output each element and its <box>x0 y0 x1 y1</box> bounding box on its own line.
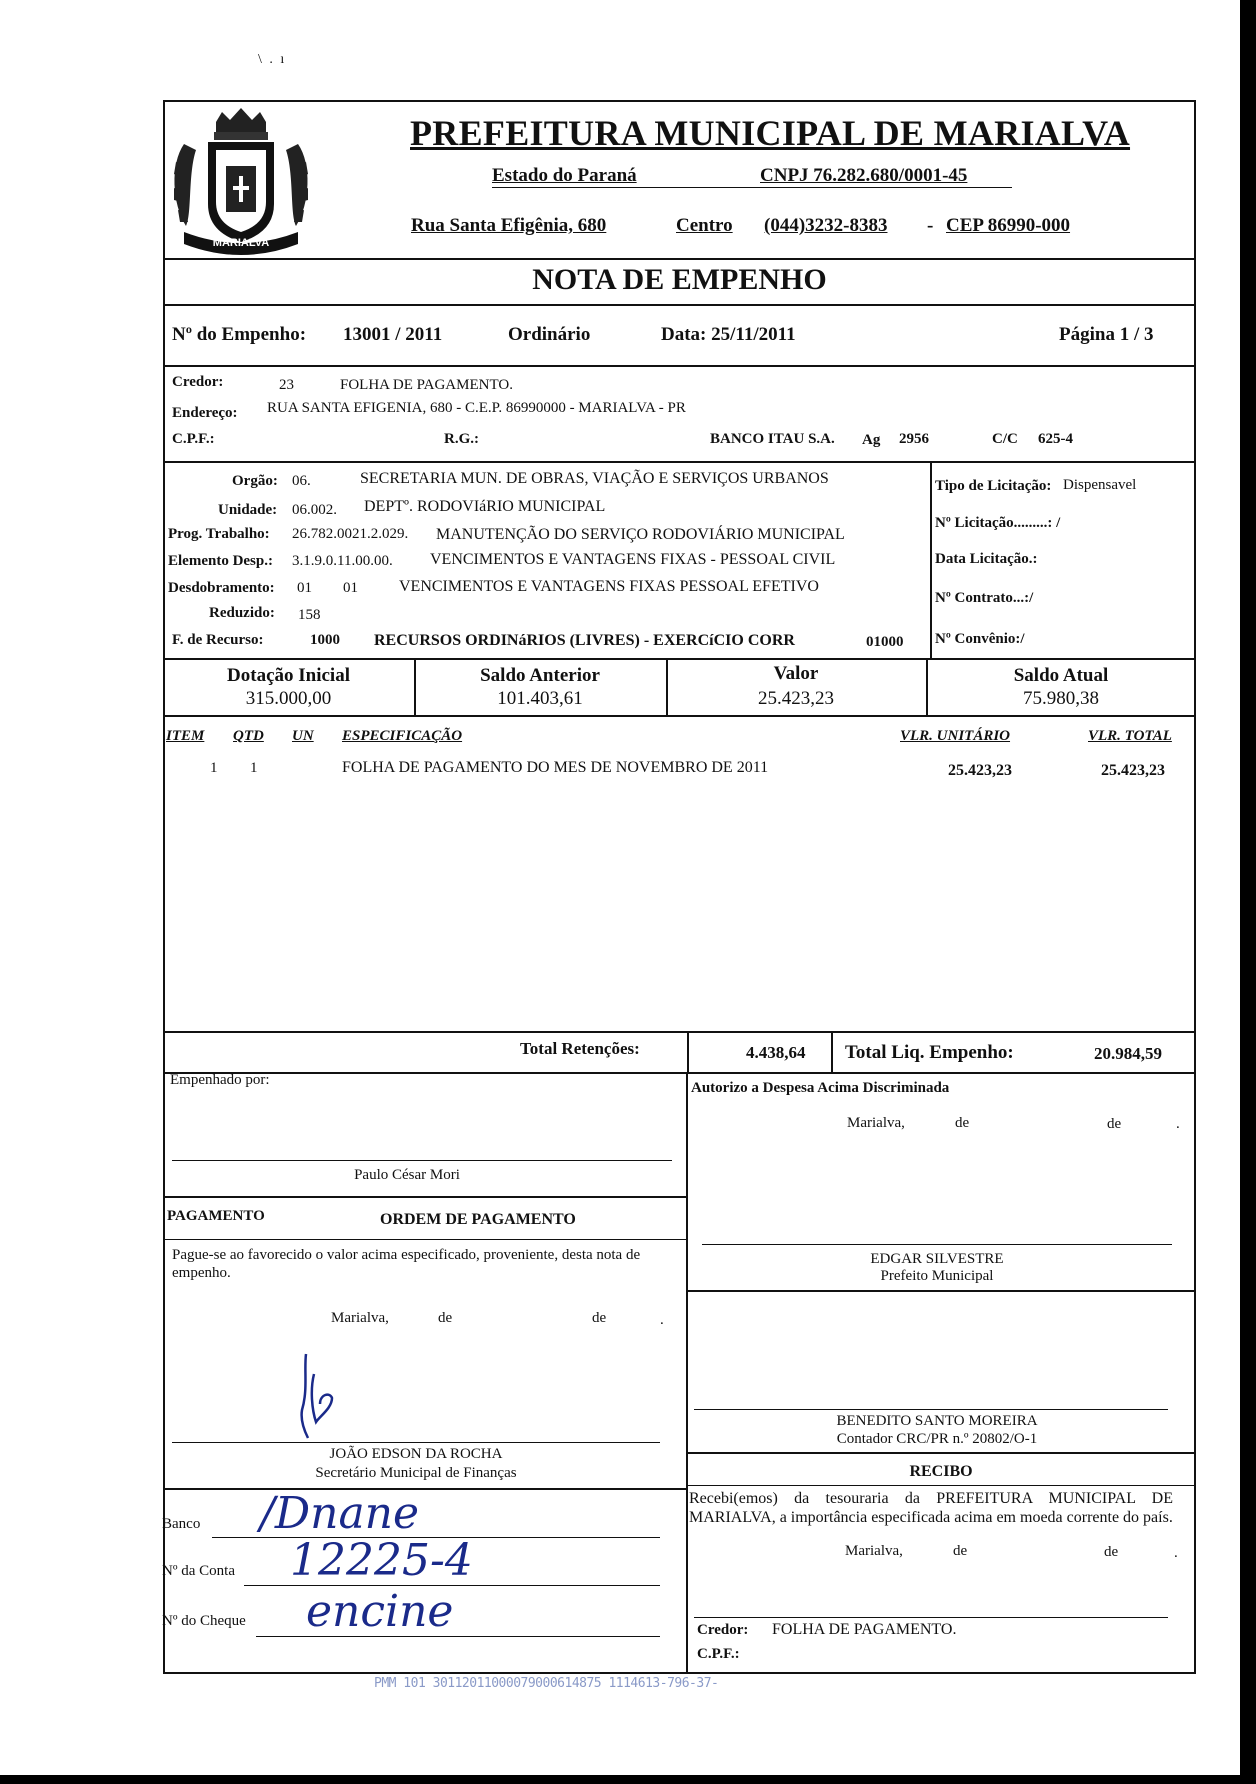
empenhado-label: Empenhado por: <box>170 1072 270 1088</box>
licitacao-date: Data Licitação.: <box>935 551 1038 567</box>
divider <box>163 461 1196 463</box>
autorizo-de-1: de <box>955 1115 970 1131</box>
licitacao-number: Nº Licitação.........: / <box>935 515 1061 531</box>
recurso-code-2: 01000 <box>866 634 904 650</box>
footer-barcode-text: PMM 101 30112011000079000614875 1114613-796-37- <box>374 1676 719 1691</box>
valor-value: 25.423,23 <box>758 688 834 709</box>
empenhado-name: Paulo César Mori <box>354 1167 460 1183</box>
autorizo-text: Autorizo a Despesa Acima Discriminada <box>691 1080 950 1096</box>
prog-name: MANUTENÇÃO DO SERVIÇO RODOVIÁRIO MUNICIPAL <box>436 526 845 543</box>
pagamento-period: . <box>660 1312 664 1328</box>
row-unit-price: 25.423,23 <box>948 762 1012 779</box>
orgao-name: SECRETARIA MUN. DE OBRAS, VIAÇÃO E SERVIÇOS URBANOS <box>360 470 829 487</box>
pagamento-text: Pague-se ao favorecido o valor acima especificado, proveniente, desta nota de empenho. <box>172 1247 641 1281</box>
empenho-date: Data: 25/11/2011 <box>661 324 796 345</box>
conta-handwritten: 12225-4 <box>290 1535 473 1586</box>
orgao-code: 06. <box>292 473 311 489</box>
prog-code: 26.782.0021.2.029. <box>292 526 409 542</box>
municipality-title: PREFEITURA MUNICIPAL DE MARIALVA <box>410 113 1131 153</box>
empenho-number-label: Nº do Empenho: <box>172 324 307 345</box>
top-scan-marks: \ . ı <box>258 52 287 67</box>
reduzido-label: Reduzido: <box>209 605 275 621</box>
recibo-de-2: de <box>1104 1544 1119 1560</box>
phone: (044)3232-8383 <box>764 215 888 236</box>
recibo-city: Marialva, <box>845 1543 903 1559</box>
agency-number: 2956 <box>899 431 929 447</box>
banco-handwritten: /Dnane <box>260 1488 420 1539</box>
conta-label[interactable]: Nº da Conta <box>162 1563 235 1579</box>
col-header-qtd: QTD <box>233 728 264 744</box>
pagamento-de-1: de <box>438 1310 453 1326</box>
autorizo-de-2: de <box>1107 1116 1122 1132</box>
contrato-number: Nº Contrato...:/ <box>935 590 1034 606</box>
retencoes-value: 4.438,64 <box>746 1043 806 1062</box>
prefeito-name: EDGAR SILVESTRE <box>870 1251 1004 1267</box>
recibo-credor: FOLHA DE PAGAMENTO. <box>772 1621 957 1638</box>
ordem-pagamento-label: ORDEM DE PAGAMENTO <box>380 1211 576 1228</box>
desdobramento-code-a: 01 <box>297 580 312 596</box>
convenio-number: Nº Convênio:/ <box>935 631 1025 647</box>
divider <box>163 1031 1196 1033</box>
seal-banner-text: MARIALVA <box>212 237 270 249</box>
recibo-label: RECIBO <box>909 1463 973 1480</box>
credor-code: 23 <box>279 377 294 393</box>
divider <box>163 658 1196 660</box>
doc-title: NOTA DE EMPENHO <box>532 263 827 296</box>
pagamento-de-2: de <box>592 1310 607 1326</box>
saldo-anterior-value: 101.403,61 <box>497 688 583 709</box>
desdobramento-code-b: 01 <box>343 580 358 596</box>
pagamento-city: Marialva, <box>331 1310 389 1326</box>
unidade-name: DEPTº. RODOVIáRIO MUNICIPAL <box>364 498 606 515</box>
cep: CEP 86990-000 <box>946 215 1071 236</box>
account-label: C/C <box>992 431 1018 447</box>
elemento-label: Elemento Desp.: <box>168 553 273 569</box>
divider <box>687 1031 689 1072</box>
prog-label: Prog. Trabalho: <box>168 526 270 542</box>
elemento-name: VENCIMENTOS E VANTAGENS FIXAS - PESSOAL CIVIL <box>430 551 836 568</box>
signature-line <box>702 1244 1172 1245</box>
street-address: Rua Santa Efigênia, 680 <box>411 215 607 236</box>
licitacao-type: Dispensavel <box>1063 477 1137 493</box>
address-separator: - <box>927 215 934 236</box>
recibo-text: Recebi(emos) da tesouraria da PREFEITURA MUNICIPAL DE MARIALVA, a importância especificada acima em moeda corrente do país. <box>689 1490 1173 1526</box>
header-underline <box>492 187 1012 188</box>
recibo-cpf-label: C.P.F.: <box>697 1646 740 1662</box>
licitacao-type-label: Tipo de Licitação: <box>935 478 1052 494</box>
secretary-title: Secretário Municipal de Finanças <box>315 1465 517 1481</box>
divider <box>163 1488 686 1490</box>
col-header-unit-price: VLR. UNITÁRIO <box>900 728 1011 744</box>
page-number: Página 1 / 3 <box>1059 324 1154 345</box>
divider <box>163 365 1196 367</box>
col-header-total: VLR. TOTAL <box>1088 728 1172 744</box>
divider <box>686 1290 1196 1292</box>
cheque-label[interactable]: Nº do Cheque <box>162 1613 246 1629</box>
address-label: Endereço: <box>172 405 238 421</box>
cheque-handwritten: encine <box>306 1586 454 1637</box>
banco-label[interactable]: Banco <box>162 1516 201 1532</box>
recurso-label: F. de Recurso: <box>172 632 264 648</box>
divider <box>686 1072 688 1674</box>
row-item: 1 <box>210 760 218 776</box>
empenho-type: Ordinário <box>508 324 591 345</box>
secretary-signature <box>290 1350 360 1440</box>
saldo-atual-value: 75.980,38 <box>1023 688 1099 709</box>
contador-title: Contador CRC/PR n.º 20802/O-1 <box>836 1431 1038 1447</box>
contador-name: BENEDITO SANTO MOREIRA <box>836 1413 1038 1429</box>
recurso-name: RECURSOS ORDINáRIOS (LIVRES) - EXERCíCIO CORR <box>374 632 795 649</box>
desdobramento-name: VENCIMENTOS E VANTAGENS FIXAS PESSOAL EFETIVO <box>399 578 819 595</box>
recibo-period: . <box>1174 1545 1178 1561</box>
credor-address: RUA SANTA EFIGENIA, 680 - C.E.P. 86990000 - MARIALVA - PR <box>267 400 686 416</box>
valor-label: Valor <box>773 663 819 684</box>
saldo-atual-label: Saldo Atual <box>1013 665 1109 686</box>
account-number: 625-4 <box>1038 431 1073 447</box>
dotacao-value: 315.000,00 <box>245 688 332 709</box>
signature-line <box>694 1617 1168 1618</box>
col-header-un: UN <box>292 728 314 744</box>
divider <box>163 1239 686 1240</box>
recurso-code: 1000 <box>310 632 340 648</box>
col-header-item: ITEM <box>166 728 205 744</box>
col-header-spec: ESPECIFICAÇÃO <box>342 728 463 744</box>
divider <box>163 304 1196 306</box>
total-liquido-value: 20.984,59 <box>1094 1044 1162 1063</box>
recibo-credor-label: Credor: <box>697 1622 749 1638</box>
rg-label: R.G.: <box>444 431 479 447</box>
credor-label: Credor: <box>172 374 224 390</box>
recibo-de-1: de <box>953 1543 968 1559</box>
dotacao-label: Dotação Inicial <box>227 665 350 686</box>
saldo-anterior-label: Saldo Anterior <box>480 665 600 686</box>
credor-name: FOLHA DE PAGAMENTO. <box>340 377 513 393</box>
municipal-seal <box>166 104 316 260</box>
divider <box>831 1031 833 1072</box>
total-liquido-label: Total Liq. Empenho: <box>845 1042 1014 1063</box>
divider <box>930 461 932 658</box>
signature-line <box>172 1160 672 1161</box>
divider <box>163 258 1196 260</box>
desdobramento-label: Desdobramento: <box>168 580 275 596</box>
orgao-label: Orgão: <box>232 473 278 489</box>
state-name: Estado do Paraná <box>492 165 637 186</box>
cpf-label: C.P.F.: <box>172 431 215 447</box>
agency-label: Ag <box>862 432 881 448</box>
divider <box>163 1072 1196 1074</box>
empenho-number: 13001 / 2011 <box>343 324 443 345</box>
reduzido-value: 158 <box>298 607 321 623</box>
prefeito-title: Prefeito Municipal <box>880 1268 994 1284</box>
signature-line <box>172 1442 660 1443</box>
autorizo-period: . <box>1176 1116 1180 1132</box>
divider <box>163 1196 686 1198</box>
pagamento-label: PAGAMENTO <box>167 1208 265 1224</box>
divider <box>686 1452 1196 1454</box>
district: Centro <box>676 215 733 236</box>
cnpj: CNPJ 76.282.680/0001-45 <box>760 165 968 186</box>
signature-line <box>694 1409 1168 1410</box>
elemento-code: 3.1.9.0.11.00.00. <box>292 553 393 569</box>
unidade-label: Unidade: <box>218 502 278 518</box>
unidade-code: 06.002. <box>292 502 337 518</box>
row-qtd: 1 <box>250 760 258 776</box>
row-spec: FOLHA DE PAGAMENTO DO MES DE NOVEMBRO DE 2011 <box>342 759 769 776</box>
secretary-name: JOÃO EDSON DA ROCHA <box>329 1446 503 1462</box>
retencoes-label: Total Retenções: <box>520 1039 640 1058</box>
bank-name: BANCO ITAU S.A. <box>710 431 835 447</box>
row-total: 25.423,23 <box>1101 762 1165 779</box>
divider <box>163 715 1196 717</box>
divider <box>686 1485 1196 1486</box>
autorizo-city: Marialva, <box>847 1115 905 1131</box>
